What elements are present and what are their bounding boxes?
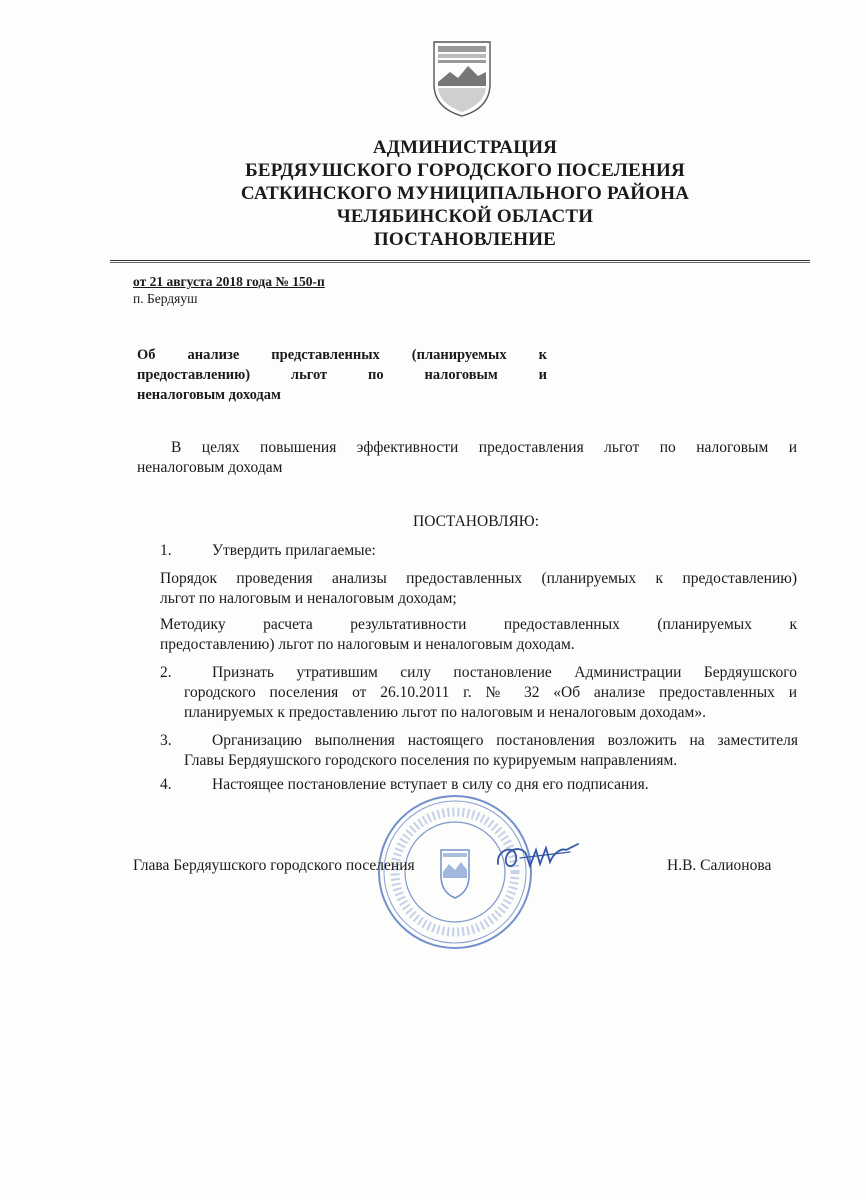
heading-line-2: БЕРДЯУШСКОГО ГОРОДСКОГО ПОСЕЛЕНИЯ — [245, 160, 685, 181]
handwritten-signature — [492, 838, 582, 874]
preamble-line-1: В целях повышения эффективности предоставления льгот по налоговым и — [171, 439, 797, 456]
item-4-number: 4. — [160, 776, 172, 793]
item-2-line-2: городского поселения от 26.10.2011 г. № 32 «Об анализе предоставленных и — [184, 684, 797, 701]
approved-document-2-line-2: предоставлению) льгот по налоговым и неналоговым доходам. — [160, 636, 575, 653]
approved-document-1-line-2: льгот по налоговым и неналоговым доходам; — [160, 590, 457, 607]
document-heading — [120, 136, 810, 251]
approved-document-1-line-1: Порядок проведения анализы предоставленных (планируемых к предоставлению) — [160, 570, 797, 587]
heading-line-4: ЧЕЛЯБИНСКОЙ ОБЛАСТИ — [336, 206, 594, 227]
preamble-line-2: неналоговым доходам — [137, 459, 283, 476]
item-2-line-1: Признать утратившим силу постановление Администрации Бердяушского — [212, 664, 797, 681]
subject-line-3: неналоговым доходам — [137, 387, 281, 403]
approved-document-1 — [160, 569, 797, 609]
decree-word: ПОСТАНОВЛЯЮ: — [413, 513, 540, 530]
item-4-text: Настоящее постановление вступает в силу со дня его подписания. — [212, 776, 649, 793]
header-divider-secondary — [110, 262, 810, 263]
item-3-line-1: Организацию выполнения настоящего постановления возложить на заместителя — [212, 732, 798, 749]
signer-name: Н.В. Салионова — [667, 857, 772, 874]
item-1-text: Утвердить прилагаемые: — [212, 542, 376, 559]
approved-document-2-line-1: Методику расчета результативности предоставленных (планируемых к — [160, 616, 797, 633]
item-2-number: 2. — [160, 664, 172, 681]
item-3-number: 3. — [160, 732, 172, 749]
heading-line-3: САТКИНСКОГО МУНИЦИПАЛЬНОГО РАЙОНА — [240, 183, 690, 204]
document-place: п. Бердяуш — [133, 291, 198, 306]
document-subject — [137, 345, 547, 405]
heading-line-5: ПОСТАНОВЛЕНИЕ — [373, 229, 557, 250]
item-1-number: 1. — [160, 542, 172, 559]
item-2-line-3: планируемых к предоставлению льгот по налоговым и неналоговым доходам». — [184, 704, 706, 721]
item-3-line-2: Главы Бердяушского городского поселения по курируемым направлениям. — [184, 752, 678, 769]
subject-line-2: предоставлению) льгот по налоговым и — [137, 367, 547, 383]
coat-of-arms-emblem — [430, 38, 494, 118]
heading-line-1: АДМИНИСТРАЦИЯ — [372, 137, 558, 158]
signer-title: Глава Бердяушского городского поселения — [133, 857, 415, 874]
document-date-number: от 21 августа 2018 года № 150-п — [133, 274, 325, 289]
subject-line-1: Об анализе представленных (планируемых к — [137, 347, 547, 363]
header-divider — [110, 260, 810, 261]
approved-document-2 — [160, 615, 797, 655]
preamble-paragraph — [137, 438, 797, 478]
